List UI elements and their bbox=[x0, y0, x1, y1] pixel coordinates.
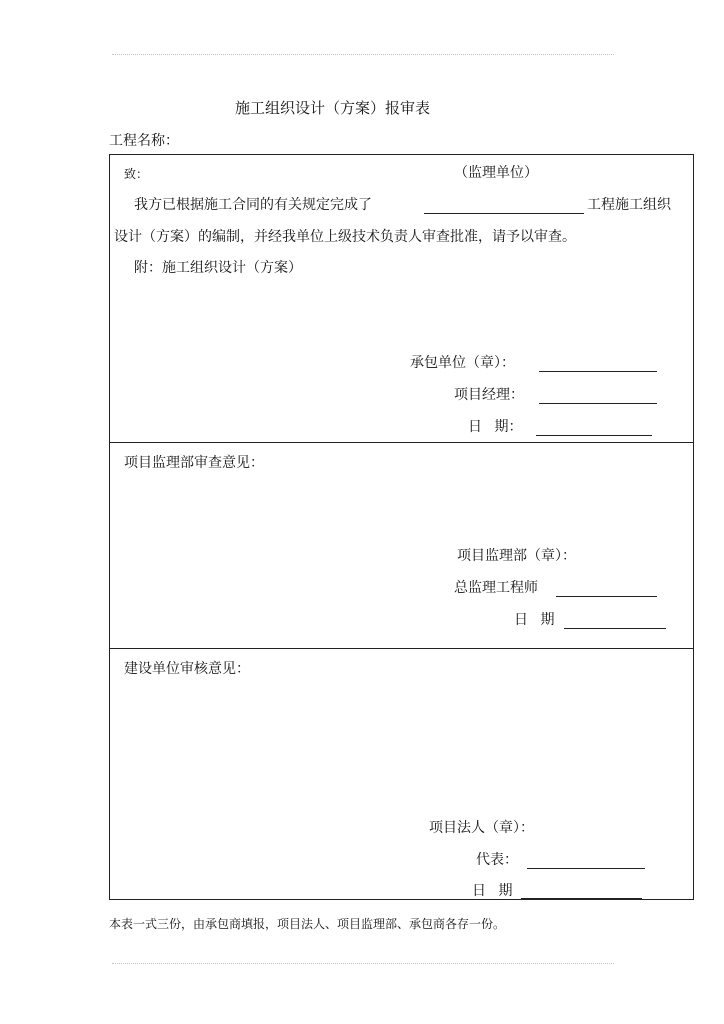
supervision-dept-label: 项目监理部（章）： bbox=[457, 548, 576, 564]
row-divider-1 bbox=[110, 442, 693, 443]
representative-label: 代表： bbox=[476, 852, 518, 868]
manager-label: 项目经理： bbox=[454, 387, 524, 403]
manager-blank[interactable] bbox=[539, 403, 657, 404]
row-divider-2 bbox=[110, 648, 693, 649]
section1-date-blank[interactable] bbox=[536, 435, 652, 436]
body-line2: 设计（方案）的编制，并经我单位上级技术负责人审查批准，请予以审查。 bbox=[114, 229, 576, 245]
footer-note: 本表一式三份，由承包商填报，项目法人、项目监理部、承包商各存一份。 bbox=[109, 917, 506, 931]
attachment-line: 附：施工组织设计（方案） bbox=[134, 260, 302, 276]
section1-date-label: 日 期： bbox=[468, 419, 523, 435]
to-label: 致： bbox=[124, 167, 149, 181]
chief-engineer-blank[interactable] bbox=[556, 596, 657, 597]
header-dotted-rule bbox=[112, 54, 614, 55]
chief-engineer-label: 总监理工程师 bbox=[454, 580, 538, 596]
footer-dotted-rule bbox=[112, 963, 614, 964]
contractor-blank[interactable] bbox=[539, 371, 657, 372]
owner-opinion-heading: 建设单位审核意见： bbox=[124, 661, 250, 677]
project-name-blank[interactable] bbox=[424, 213, 584, 214]
supervision-opinion-heading: 项目监理部审查意见： bbox=[124, 455, 264, 471]
project-name-label: 工程名称： bbox=[109, 133, 179, 149]
body-line1-start: 我方已根据施工合同的有关规定完成了 bbox=[134, 197, 372, 213]
section2-date-blank[interactable] bbox=[564, 628, 666, 629]
supervisor-unit-label: （监理单位） bbox=[454, 165, 538, 181]
contractor-label: 承包单位（章）： bbox=[410, 355, 515, 371]
section3-date-label: 日 期 bbox=[472, 883, 513, 899]
body-line1-end: 工程施工组织 bbox=[587, 197, 671, 213]
form-title: 施工组织设计（方案）报审表 bbox=[235, 99, 431, 117]
form-table bbox=[109, 154, 694, 900]
legal-person-label: 项目法人（章）： bbox=[429, 820, 534, 836]
section2-date-label: 日 期 bbox=[514, 612, 555, 628]
section3-date-blank[interactable] bbox=[521, 898, 642, 899]
representative-blank[interactable] bbox=[527, 868, 645, 869]
